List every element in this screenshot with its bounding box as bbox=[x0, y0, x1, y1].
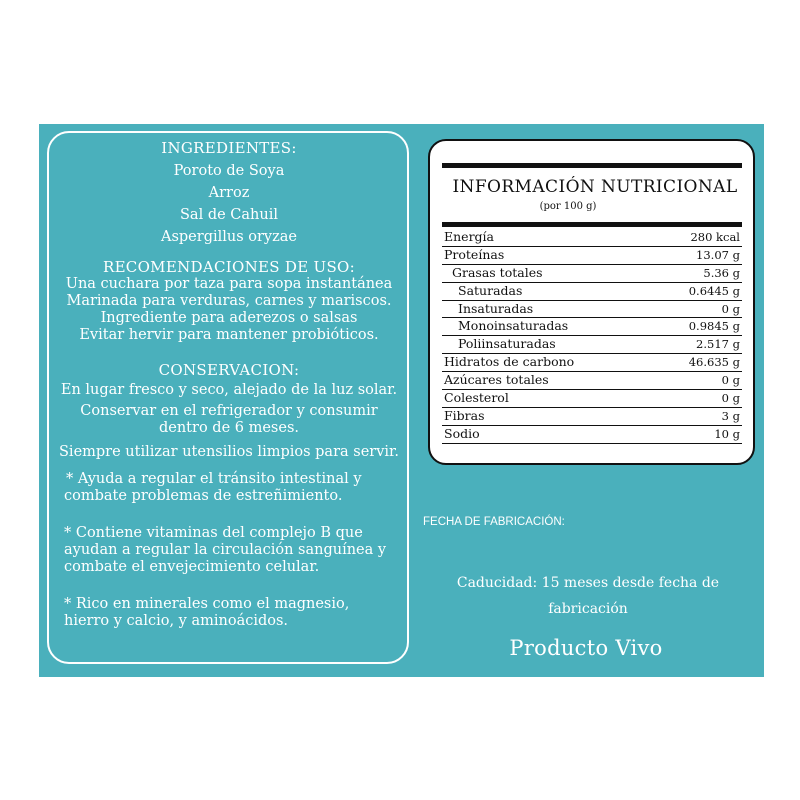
claim-line: * Rico en minerales como el magnesio, bbox=[64, 596, 350, 612]
recommendations-title: RECOMENDACIONES DE USO: bbox=[102, 258, 356, 276]
nutrition-table bbox=[442, 229, 742, 444]
nutrient-name: Insaturadas bbox=[458, 300, 534, 316]
nutrient-value: 46.635 g bbox=[688, 355, 740, 370]
nutrient-name: Grasas totales bbox=[452, 264, 543, 280]
nutrient-name: Saturadas bbox=[458, 282, 523, 298]
nutrient-value: 5.36 g bbox=[703, 265, 740, 280]
nutrient-value: 0.9845 g bbox=[688, 319, 740, 334]
nutrient-value: 280 kcal bbox=[690, 230, 740, 244]
conservation-line: Conservar en el refrigerador y consumir bbox=[80, 403, 378, 419]
nutrition-top-rule bbox=[442, 163, 742, 168]
nutrient-name: Hidratos de carbono bbox=[444, 354, 575, 370]
ingredient-item: Arroz bbox=[208, 185, 250, 201]
expiry-line: Caducidad: 15 meses desde fecha de bbox=[456, 575, 720, 591]
nutrient-name: Fibras bbox=[444, 407, 485, 423]
nutrient-value: 2.517 g bbox=[696, 337, 740, 352]
nutrition-row bbox=[442, 265, 742, 283]
nutrition-subtitle: (por 100 g) bbox=[539, 201, 597, 212]
nutrition-row bbox=[442, 229, 742, 247]
nutrition-row bbox=[442, 318, 742, 336]
producto-vivo-label: Producto Vivo bbox=[509, 636, 663, 660]
nutrition-row bbox=[442, 247, 742, 265]
nutrient-name: Poliinsaturadas bbox=[458, 336, 556, 352]
claim-3 bbox=[48, 596, 410, 630]
expiry-line: fabricación bbox=[548, 601, 628, 617]
nutrient-value: 10 g bbox=[714, 426, 740, 441]
nutrition-row bbox=[442, 354, 742, 372]
nutrition-row bbox=[442, 408, 742, 426]
nutrient-value: 0.6445 g bbox=[688, 283, 740, 298]
claim-line: hierro y calcio, y aminoácidos. bbox=[64, 613, 289, 629]
claim-line: ayudan a regular la circulación sanguínea y bbox=[64, 542, 387, 558]
nutrient-name: Energía bbox=[444, 229, 494, 244]
claim-1 bbox=[48, 471, 410, 505]
claim-2 bbox=[48, 525, 410, 576]
nutrient-name: Azúcares totales bbox=[444, 372, 549, 388]
expiry-note bbox=[428, 570, 748, 622]
recommendation-item: Marinada para verduras, carnes y mariscos. bbox=[66, 293, 392, 309]
recommendation-item: Evitar hervir para mantener probióticos. bbox=[79, 327, 379, 343]
nutrient-value: 13.07 g bbox=[696, 247, 740, 262]
nutrient-name: Sodio bbox=[444, 425, 480, 441]
nutrition-row bbox=[442, 426, 742, 444]
recommendation-item: Ingrediente para aderezos o salsas bbox=[100, 310, 358, 326]
recommendation-item: Una cuchara por taza para sopa instantánea bbox=[65, 276, 393, 292]
nutrition-row bbox=[442, 372, 742, 390]
nutrition-title: INFORMACIÓN NUTRICIONAL bbox=[452, 177, 738, 197]
nutrition-header-rule bbox=[442, 222, 742, 227]
manufacture-date-label: FECHA DE FABRICACIÓN: bbox=[423, 516, 565, 528]
ingredients-title: INGREDIENTES: bbox=[161, 139, 297, 157]
nutrient-value: 3 g bbox=[721, 408, 740, 423]
nutrition-facts-box bbox=[428, 139, 755, 465]
nutrient-value: 0 g bbox=[721, 301, 740, 316]
claim-line: combate problemas de estreñimiento. bbox=[64, 488, 343, 504]
claim-line: * Ayuda a regular el tránsito intestinal y bbox=[66, 471, 362, 487]
conservation-line: dentro de 6 meses. bbox=[158, 420, 299, 436]
nutrient-value: 0 g bbox=[721, 373, 740, 388]
conservation-title: CONSERVACION: bbox=[158, 361, 300, 379]
ingredient-item: Poroto de Soya bbox=[173, 163, 285, 179]
nutrition-row bbox=[442, 283, 742, 301]
claim-line: combate el envejecimiento celular. bbox=[64, 559, 320, 575]
nutrient-name: Monoinsaturadas bbox=[458, 318, 569, 334]
nutrient-name: Colesterol bbox=[444, 390, 509, 406]
ingredient-item: Aspergillus oryzae bbox=[160, 229, 297, 245]
nutrition-row bbox=[442, 336, 742, 354]
nutrition-row bbox=[442, 390, 742, 408]
claim-line: * Contiene vitaminas del complejo B que bbox=[64, 525, 363, 541]
conservation-line: Siempre utilizar utensilios limpios para servir. bbox=[59, 444, 399, 460]
nutrient-value: 0 g bbox=[721, 391, 740, 406]
conservation-line: En lugar fresco y seco, alejado de la luz solar. bbox=[60, 382, 398, 398]
ingredient-item: Sal de Cahuil bbox=[180, 207, 278, 223]
nutrient-name: Proteínas bbox=[444, 246, 505, 262]
nutrition-row bbox=[442, 301, 742, 319]
info-panel bbox=[48, 140, 410, 630]
